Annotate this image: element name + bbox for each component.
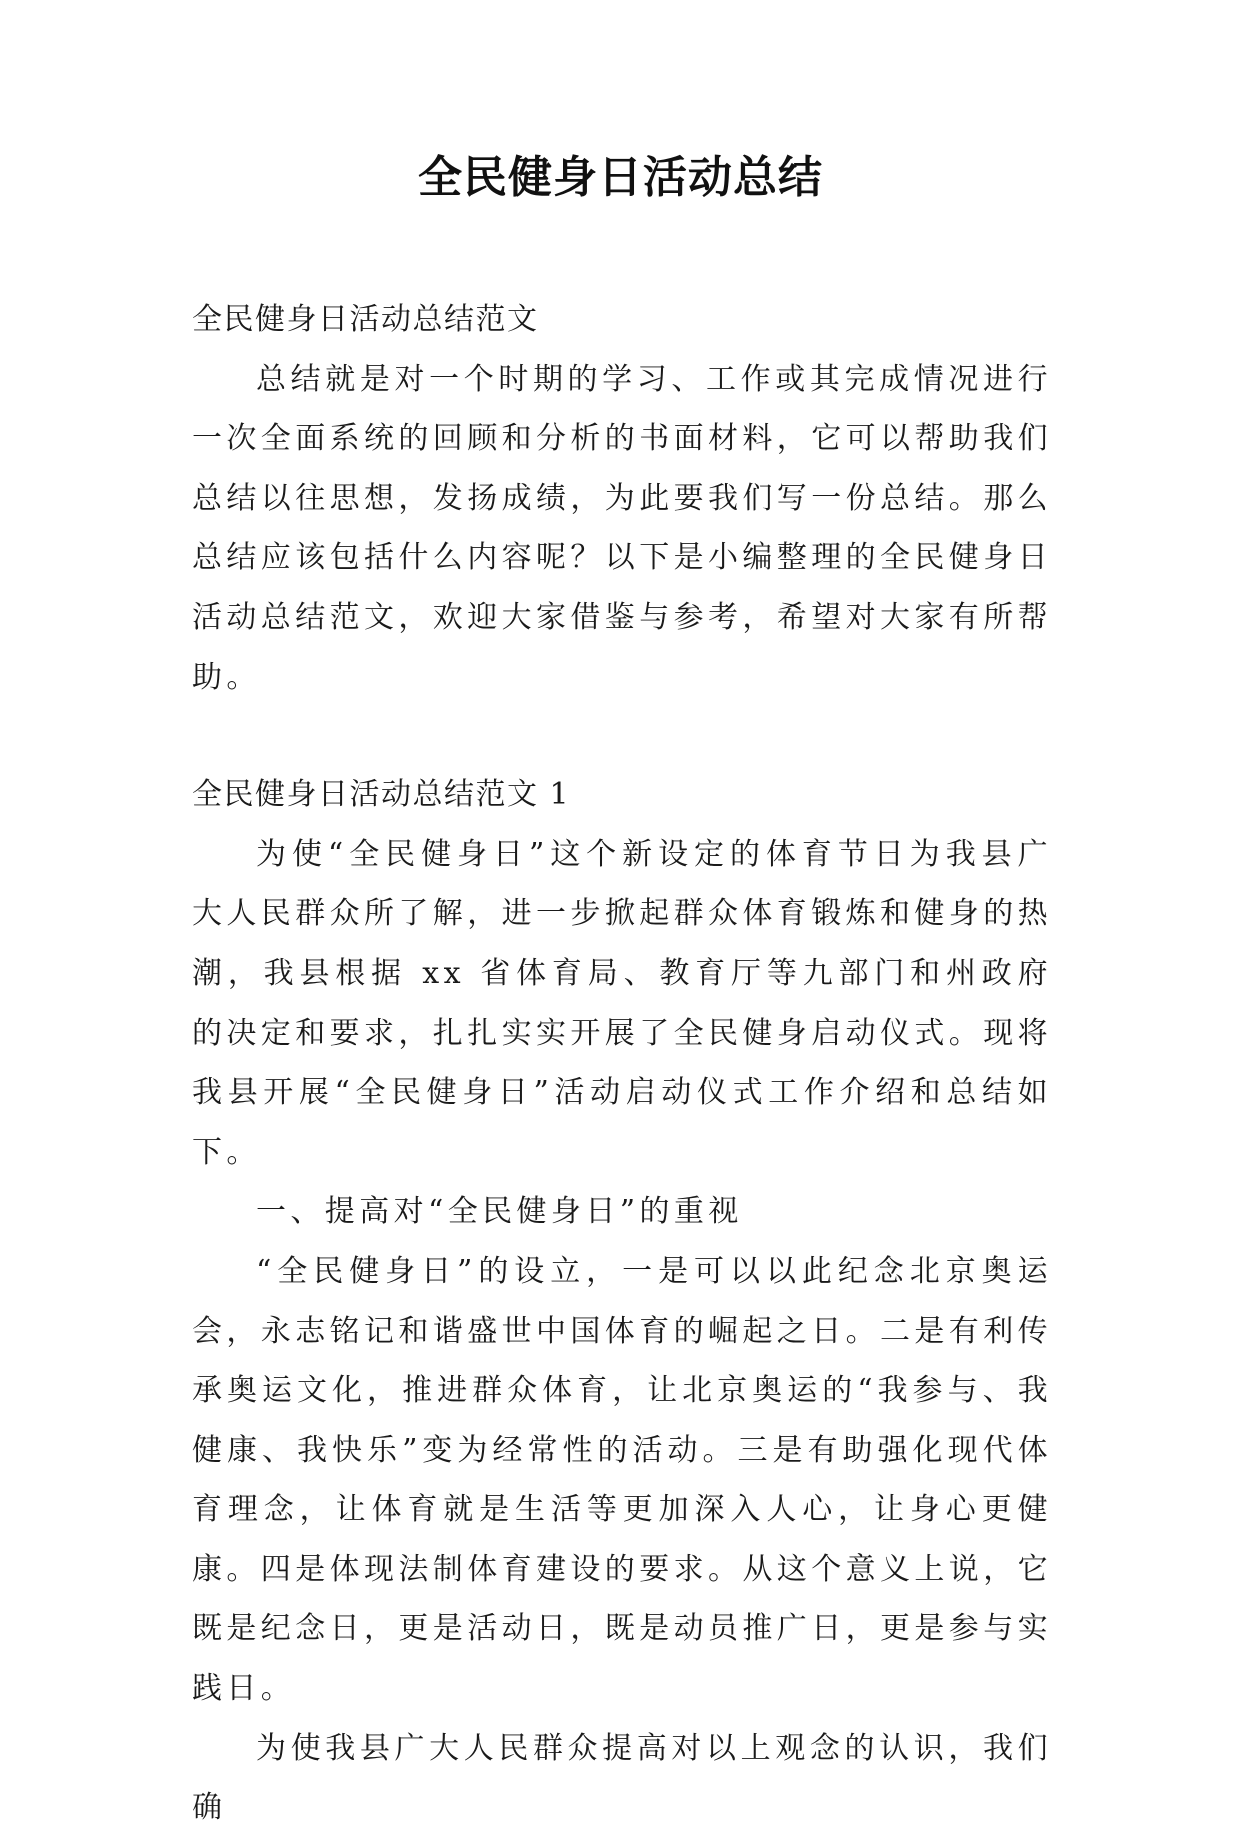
paragraph-spacer [192,707,1052,765]
paragraph: 为使“全民健身日”这个新设定的体育节日为我县广大人民群众所了解，进一步掀起群众体育锻炼和健身的热潮，我县根据 xx 省体育局、教育厅等九部门和州政府的决定和要求，扎扎实实开展了全民健身启动仪式。现将我县开展“全民健身日”活动启动仪式工作介绍和总结如下。 [192,836,1052,1170]
section-heading: 全民健身日活动总结范文 [192,302,539,337]
section-heading: 全民健身日活动总结范文 1 [192,777,571,813]
paragraph: “全民健身日”的设立，一是可以以此纪念北京奥运会，永志铭记和谐盛世中国体育的崛起之日。二是有利传承奥运文化，推进群众体育，让北京奥运的“我参与、我健康、我快乐”变为经常性的活动。三是有助强化现代体育理念，让体育就是生活等更加深入人心，让身心更健康。四是体现法制体育建设的要求。从这个意义上说，它既是纪念日，更是活动日，既是动员推广日，更是参与实践日。 [192,1253,1052,1707]
paragraph: 为使我县广大人民群众提高对以上观念的认识，我们确 [192,1730,1052,1826]
document-title: 全民健身日活动总结 [418,152,823,203]
paragraph: 总结就是对一个时期的学习、工作或其完成情况进行一次全面系统的回顾和分析的书面材料，它可以帮助我们总结以往思想，发扬成绩，为此要我们写一份总结。那么总结应该包括什么内容呢？以下是小编整理的全民健身日活动总结范文，欢迎大家借鉴与参考，希望对大家有所帮助。 [192,361,1052,695]
document-body [192,290,1052,1838]
paragraph: 一、提高对“全民健身日”的重视 [256,1194,743,1230]
